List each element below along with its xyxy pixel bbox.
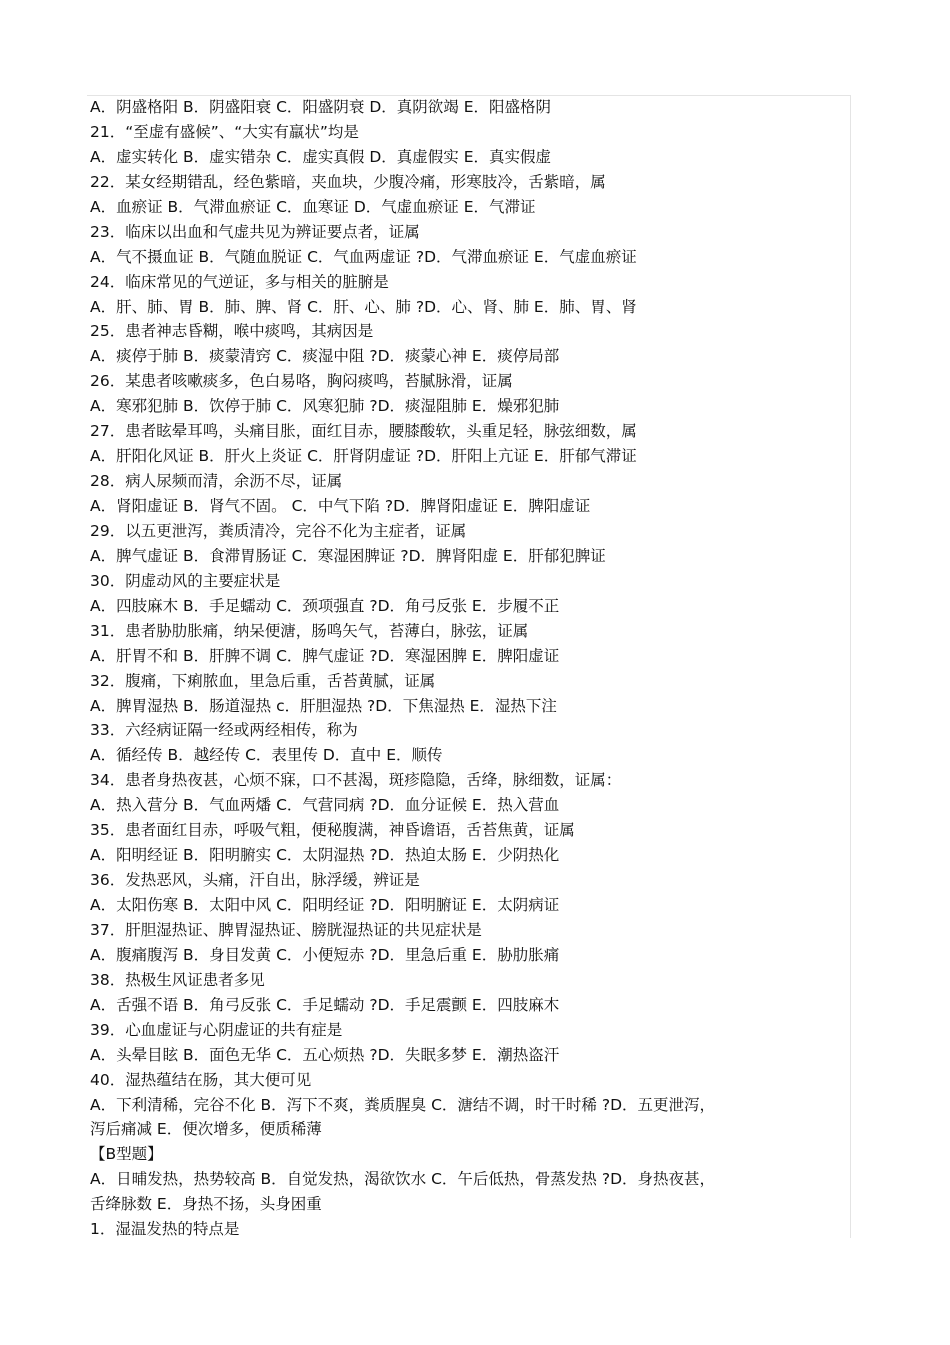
section-heading-b-type: 【B型题】 (90, 1145, 163, 1164)
answer-options-28: A．肾阳虚证 B．肾气不固。 C．中气下陷 ?D．脾肾阳虚证 E．脾阳虚证 (90, 497, 591, 515)
answer-options-33: A．循经传 B．越经传 C．表里传 D．直中 E．顺传 (90, 746, 443, 765)
question-31: 31．患者胁肋胀痛，纳呆便溏，肠鸣矢气，苔薄白，脉弦，证属 (90, 621, 529, 640)
answer-options-27: A．肝阳化风证 B．肝火上炎证 C．肝肾阴虚证 ?D．肝阳上亢证 E．肝郁气滞证 (90, 447, 637, 466)
answer-options-23: A．气不摄血证 B．气随血脱证 C．气血两虚证 ?D．气滞血瘀证 E．气虚血瘀证 (90, 247, 637, 266)
answer-options-26: A．寒邪犯肺 B．饮停于肺 C．风寒犯肺 ?D．痰湿阻肺 E．燥邪犯肺 (90, 397, 560, 416)
document-body (90, 95, 840, 1242)
answer-options-31: A．肝胃不和 B．肝脾不调 C．脾气虚证 ?D．寒湿困脾 E．脾阳虚证 (90, 646, 560, 665)
answer-options-40-continued: 泻后痛减 E．便次增多，便质稀薄 (90, 1120, 322, 1139)
question-37: 37．肝胆湿热证、脾胃湿热证、膀胱湿热证的共见症状是 (90, 920, 482, 939)
question-33: 33．六经病证隔一经或两经相传，称为 (90, 721, 358, 740)
answer-options-34: A．热入营分 B．气血两燔 C．气营同病 ?D．血分证候 E．热入营血 (90, 796, 560, 815)
question-21: 21．“至虚有盛候”、“大实有羸状”均是 (90, 122, 359, 141)
question-30: 30．阴虚动风的主要症状是 (90, 571, 281, 590)
question-24: 24．临床常见的气逆证，多与相关的脏腑是 (90, 272, 389, 291)
question-39: 39．心血虚证与心阴虚证的共有症是 (90, 1020, 343, 1039)
question-40: 40．湿热蕴结在肠，其大便可见 (90, 1070, 312, 1089)
b-type-question-1: 1．湿温发热的特点是 (90, 1220, 240, 1239)
question-23: 23．临床以出血和气虚共见为辨证要点者，证属 (90, 222, 420, 241)
answer-options-36: A．太阳伤寒 B．太阳中风 C．阳明经证 ?D．阳明腑证 E．太阴病证 (90, 896, 560, 914)
answer-options-37: A．腹痛腹泻 B．身目发黄 C．小便短赤 ?D．里急后重 E．胁肋胀痛 (90, 945, 560, 964)
answer-options-29: A．脾气虚证 B．食滞胃肠证 C．寒湿困脾证 ?D．脾肾阳虚 E．肝郁犯脾证 (90, 546, 606, 565)
answer-options-39: A．头晕目眩 B．面色无华 C．五心烦热 ?D．失眠多梦 E．潮热盗汗 (90, 1045, 560, 1064)
question-27: 27．患者眩晕耳鸣，头痛目胀，面红目赤，腰膝酸软，头重足轻，脉弦细数，属 (90, 422, 637, 441)
answer-options-30: A．四肢麻木 B．手足蠕动 C．颈项强直 ?D．角弓反张 E．步履不正 (90, 596, 560, 615)
question-28: 28．病人尿频而清，余沥不尽，证属 (90, 472, 343, 491)
question-34: 34．患者身热夜甚，心烦不寐，口不甚渴，斑疹隐隐，舌绛，脉细数，证属： (90, 771, 622, 790)
question-32: 32．腹痛，下痢脓血，里急后重，舌苔黄腻，证属 (90, 671, 436, 690)
question-38: 38．热极生风证患者多见 (90, 970, 265, 989)
answer-options-38: A．舌强不语 B．角弓反张 C．手足蠕动 ?D．手足震颤 E．四肢麻木 (90, 995, 560, 1014)
question-29: 29．以五更泄泻，粪质清冷，完谷不化为主症者，证属 (90, 521, 467, 540)
question-36: 36．发热恶风，头痛，汗自出，脉浮缓，辨证是 (90, 871, 420, 890)
answer-options-21: A．虚实转化 B．虚实错杂 C．虚实真假 D．真虚假实 E．真实假虚 (90, 147, 551, 166)
answer-options-40: A．下利清稀，完谷不化 B．泻下不爽，粪质腥臭 C．溏结不调，时干时稀 ?D．五更泄泻， (90, 1095, 716, 1114)
answer-options-35: A．阳明经证 B．阳明腑实 C．太阴湿热 ?D．热迫太肠 E．少阴热化 (90, 846, 560, 865)
question-22: 22．某女经期错乱，经色紫暗，夹血块，少腹冷痛，形寒肢冷，舌紫暗，属 (90, 172, 606, 191)
answer-options-32: A．脾胃湿热 B．肠道湿热 c．肝胆湿热 ?D．下焦湿热 E．湿热下注 (90, 696, 557, 715)
b-type-options: A．日晡发热，热势较高 B．自觉发热，渴欲饮水 C．午后低热，骨蒸发热 ?D．身热夜甚， (90, 1170, 716, 1189)
answer-options-24: A．肝、肺、胃 B．肺、脾、肾 C．肝、心、肺 ?D．心、肾、肺 E．肺、胃、肾 (90, 297, 637, 316)
answer-options-line: A．阴盛格阳 B．阴盛阳衰 C．阳盛阴衰 D．真阴欲竭 E．阳盛格阴 (90, 98, 551, 116)
answer-options-22: A．血瘀证 B．气滞血瘀证 C．血寒证 D．气虚血瘀证 E．气滞证 (90, 197, 536, 216)
answer-options-25: A．痰停于肺 B．痰蒙清窍 C．痰湿中阻 ?D．痰蒙心神 E．痰停局部 (90, 347, 560, 366)
question-25: 25．患者神志昏糊，喉中痰鸣，其病因是 (90, 322, 374, 341)
question-35: 35．患者面红目赤，呼吸气粗，便秘腹满，神昏谵语，舌苔焦黄，证属 (90, 821, 575, 840)
b-type-options-continued: 舌绛脉数 E．身热不扬，头身困重 (90, 1195, 322, 1214)
question-26: 26．某患者咳嗽痰多，色白易咯，胸闷痰鸣，苔腻脉滑，证属 (90, 372, 513, 391)
